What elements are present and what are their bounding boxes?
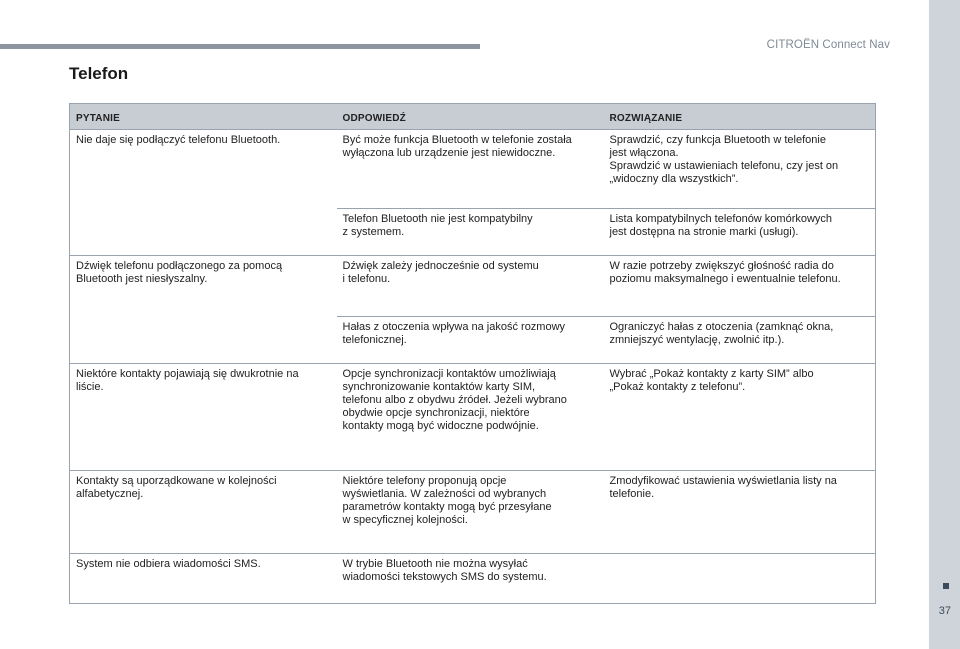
table-row [70,554,876,604]
answer-cell: W trybie Bluetooth nie można wysyłać wiadomości tekstowych SMS do systemu. [337,554,604,604]
table-row [70,256,876,317]
solution-cell: Zmodyfikować ustawienia wyświetlania listy na telefonie. [604,471,876,554]
question-cell: Dźwięk telefonu podłączonego za pomocą Bluetooth jest niesłyszalny. [70,256,337,364]
header-rule [0,44,480,49]
answer-cell: Być może funkcja Bluetooth w telefonie została wyłączona lub urządzenie jest niewidoczne. [337,130,604,209]
brand-label: CITROËN Connect Nav [766,39,890,51]
table-header-row [70,104,876,130]
column-header-answer: ODPOWIEDŹ [337,104,604,130]
troubleshooting-table [69,103,876,604]
solution-cell: Wybrać „Pokaż kontakty z karty SIM” albo „Pokaż kontakty z telefonu”. [604,364,876,471]
answer-cell: Niektóre telefony proponują opcje wyświetlania. W zależności od wybranych parametrów kontakty mogą być przesyłane w specyficznej kolejności. [337,471,604,554]
solution-cell: Sprawdzić, czy funkcja Bluetooth w telefonie jest włączona. Sprawdzić w ustawieniach telefonu, czy jest on „widoczny dla wszystkich”. [604,130,876,209]
side-band [929,0,960,649]
answer-cell: Dźwięk zależy jednocześnie od systemu i telefonu. [337,256,604,317]
table-row [70,130,876,209]
table-row [70,471,876,554]
question-cell: Nie daje się podłączyć telefonu Bluetooth. [70,130,337,256]
column-header-solution: ROZWIĄZANIE [604,104,876,130]
question-cell: Kontakty są uporządkowane w kolejności alfabetycznej. [70,471,337,554]
solution-cell [604,554,876,604]
question-cell: System nie odbiera wiadomości SMS. [70,554,337,604]
question-cell: Niektóre kontakty pojawiają się dwukrotnie na liście. [70,364,337,471]
page-marker-icon [943,583,949,589]
solution-cell: Ograniczyć hałas z otoczenia (zamknąć okna, zmniejszyć wentylację, zwolnić itp.). [604,317,876,364]
column-header-question: PYTANIE [70,104,337,130]
page-number: 37 [938,605,951,617]
solution-cell: Lista kompatybilnych telefonów komórkowych jest dostępna na stronie marki (usługi). [604,209,876,256]
table-row [70,364,876,471]
answer-cell: Hałas z otoczenia wpływa na jakość rozmowy telefonicznej. [337,317,604,364]
page-title: Telefon [69,64,129,83]
answer-cell: Telefon Bluetooth nie jest kompatybilny z systemem. [337,209,604,256]
answer-cell: Opcje synchronizacji kontaktów umożliwiają synchronizowanie kontaktów karty SIM, telefonu albo z obydwu źródeł. Jeżeli wybrano obydwie opcje synchronizacji, niektóre kontakty mogą być widoczne podwójnie. [337,364,604,471]
solution-cell: W razie potrzeby zwiększyć głośność radia do poziomu maksymalnego i ewentualnie telefonu. [604,256,876,317]
